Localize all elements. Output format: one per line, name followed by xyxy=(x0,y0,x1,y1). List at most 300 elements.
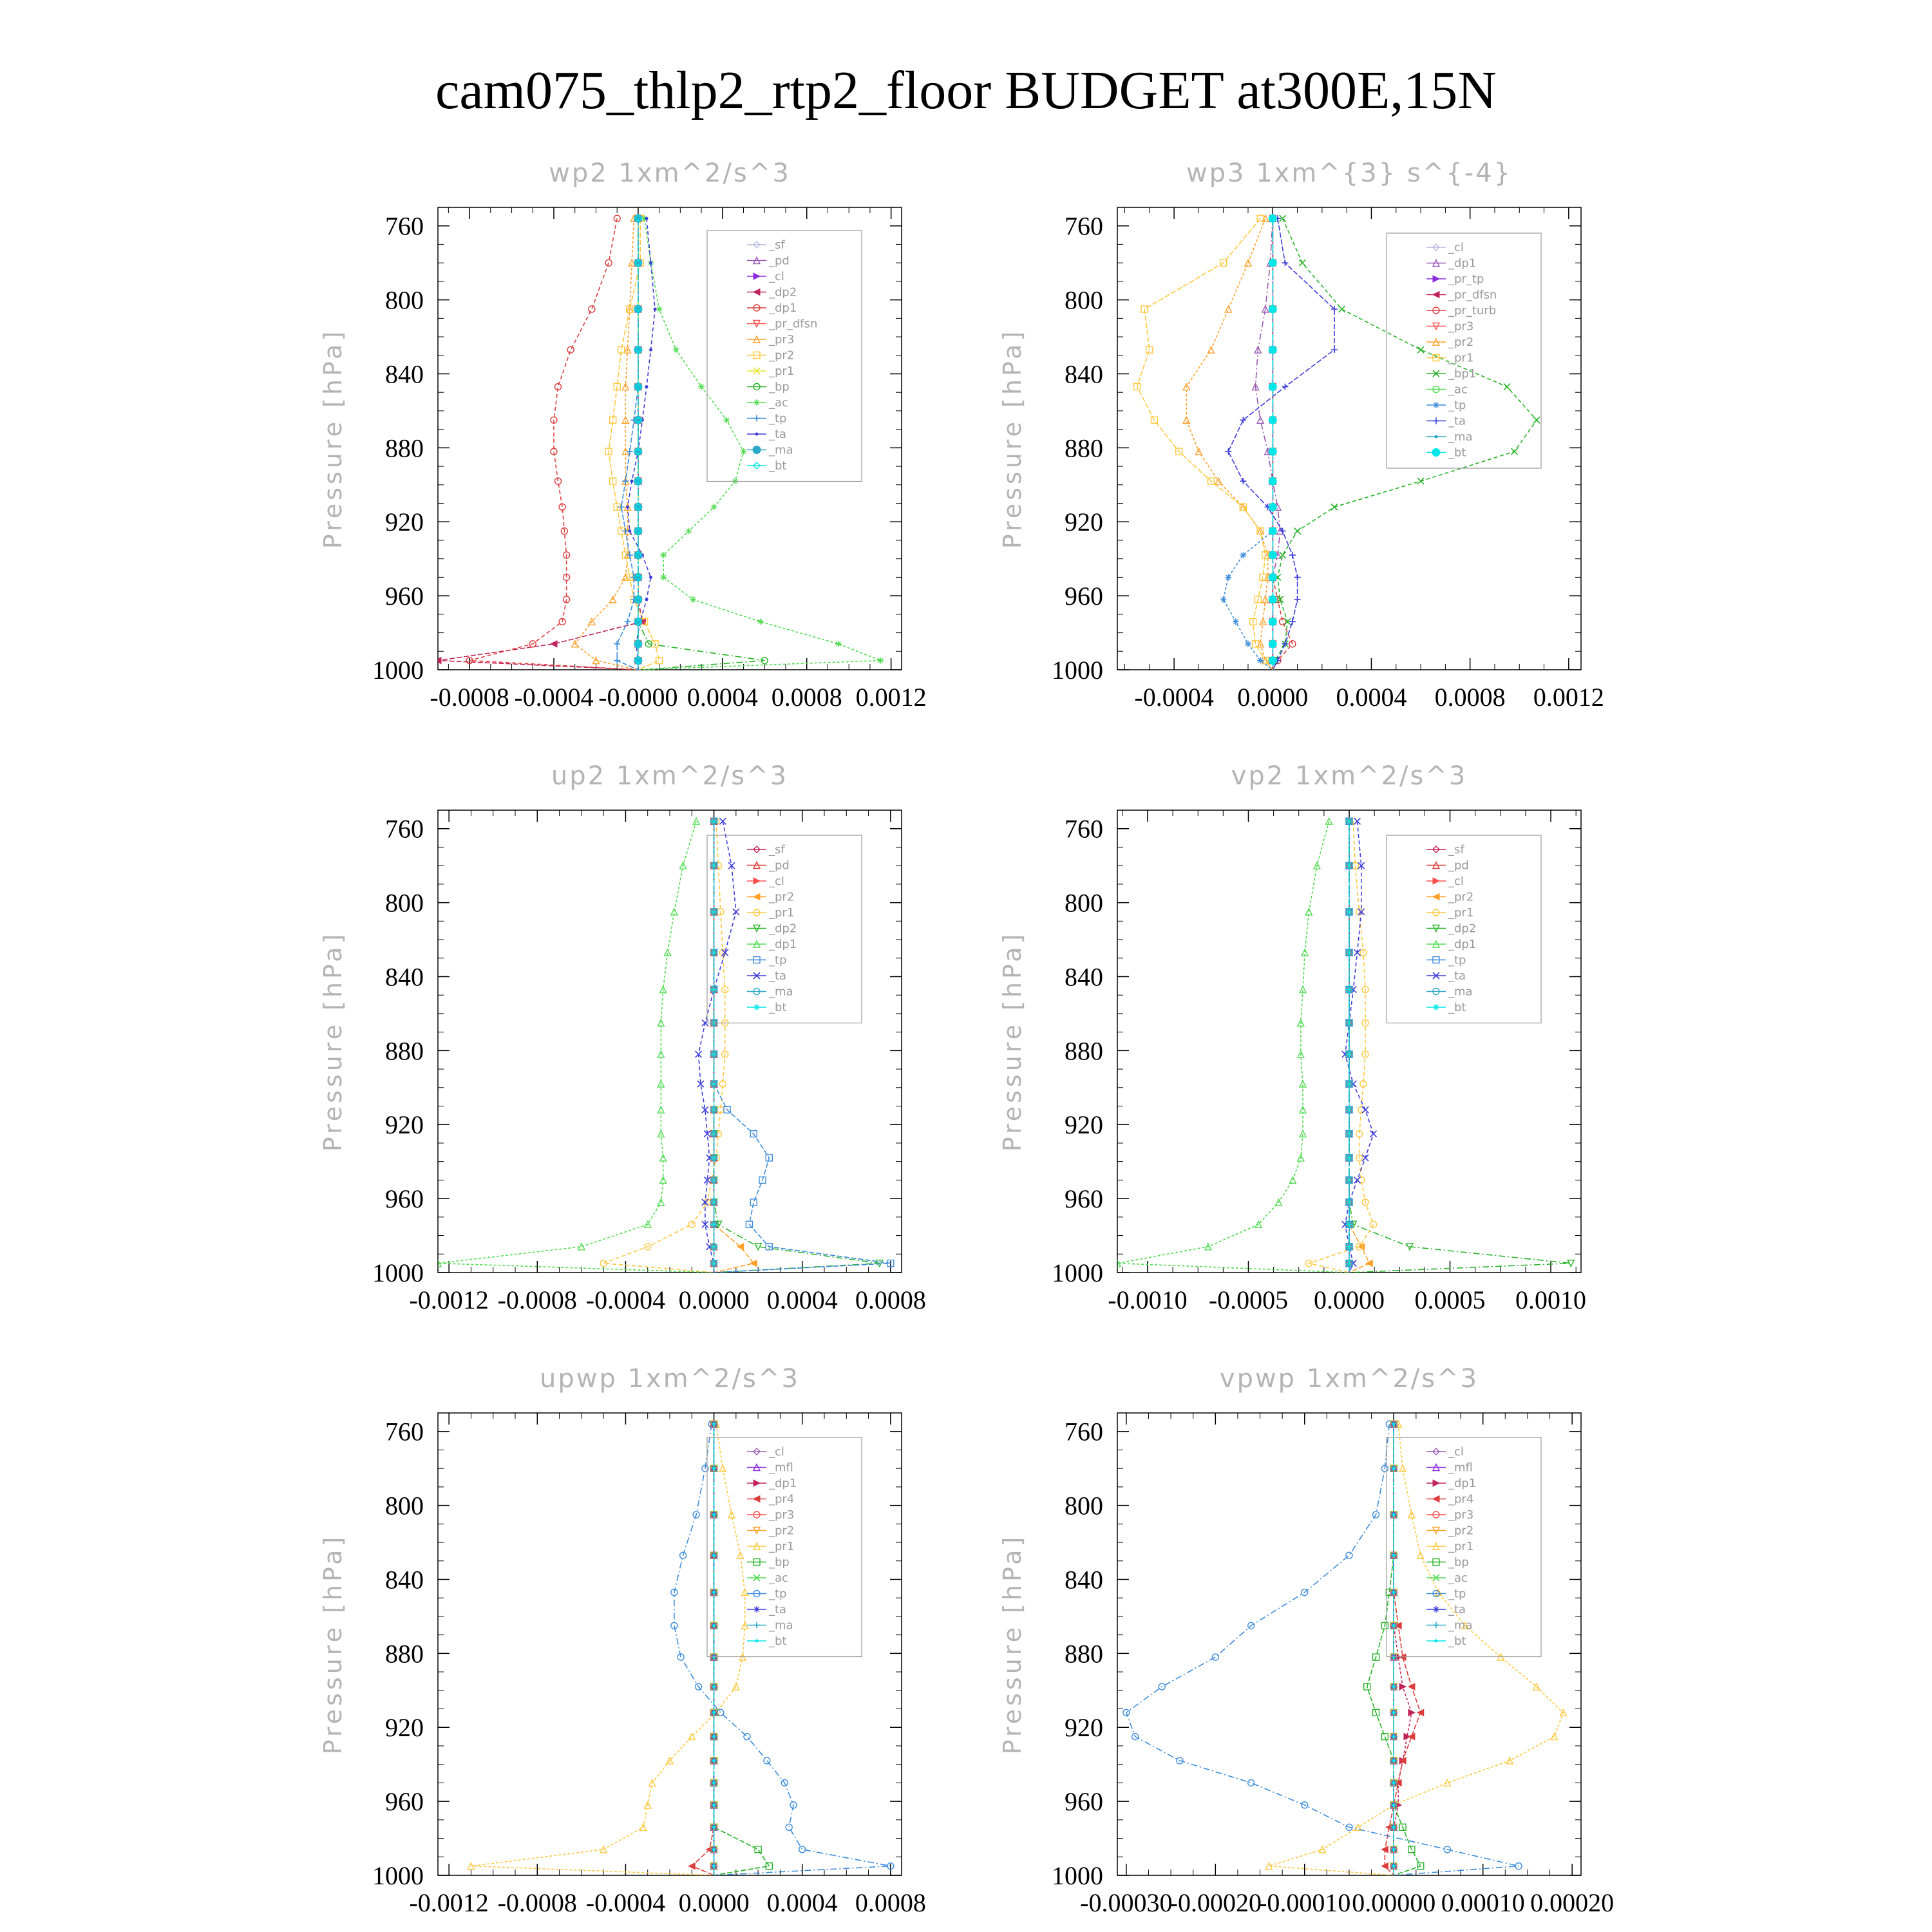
data-point_bt xyxy=(712,1656,715,1659)
data-point_bt xyxy=(1392,1554,1396,1557)
x-tick-label: 0.0004 xyxy=(687,683,758,712)
legend-marker_cl xyxy=(1433,878,1439,884)
data-point_bt xyxy=(1392,1826,1396,1829)
legend-marker_bt xyxy=(1433,1004,1439,1010)
data-point_ta xyxy=(626,506,629,509)
y-axis-label: Pressure [hPa] xyxy=(998,931,1027,1152)
data-point_bt xyxy=(712,1864,715,1868)
y-tick-label: 960 xyxy=(1065,582,1103,611)
legend-label_dp2: _dp2 xyxy=(769,922,797,936)
legend-label_pr3: _pr3 xyxy=(769,333,795,346)
data-point_pr2 xyxy=(1183,417,1189,423)
data-point_bt xyxy=(1346,987,1352,993)
data-point_bt xyxy=(711,909,717,915)
y-tick-label: 1000 xyxy=(372,1861,424,1890)
chart-panel-vpwp xyxy=(998,1364,1614,1917)
data-point_bt xyxy=(712,1467,715,1470)
legend-label_pr2: _pr2 xyxy=(769,890,795,904)
data-point_ta xyxy=(630,480,634,483)
legend-label_pr1: _pr1 xyxy=(769,906,795,920)
data-point_ta xyxy=(1225,448,1231,455)
series-line_dp2 xyxy=(1349,821,1571,1273)
x-tick-label: 0.0005 xyxy=(1414,1285,1486,1314)
legend-marker_tp xyxy=(753,415,760,422)
data-point_bt xyxy=(1392,1803,1396,1806)
legend-label_ma: _ma xyxy=(769,1618,793,1633)
data-point_tp xyxy=(1212,1654,1218,1660)
y-tick-label: 800 xyxy=(1065,888,1103,918)
legend-label_bp: _bp xyxy=(769,1555,790,1569)
legend-label_pr2: _pr2 xyxy=(1448,1524,1474,1538)
data-point_bt xyxy=(1392,1513,1396,1516)
plot-frame xyxy=(1117,207,1581,670)
data-point_bt xyxy=(1392,1735,1396,1738)
legend-label_dp1: _dp1 xyxy=(1448,938,1477,951)
data-point_pr1 xyxy=(1417,1552,1424,1558)
series-line_pr1 xyxy=(471,1424,744,1875)
legend-marker_pr2 xyxy=(753,894,760,900)
legend-marker_tp xyxy=(1433,402,1439,408)
y-tick-label: 760 xyxy=(385,211,424,241)
data-point_bp1 xyxy=(1339,306,1345,312)
data-point_dp1 xyxy=(1399,1683,1406,1690)
legend-label_tp: _tp xyxy=(769,412,787,426)
data-point_bt xyxy=(712,1423,715,1426)
data-point_bt xyxy=(711,1051,717,1057)
legend-label_pr1: _pr1 xyxy=(1448,1540,1474,1553)
series_bp xyxy=(711,1421,773,1875)
legend-label_dp1: _dp1 xyxy=(769,938,797,951)
series_dp1 xyxy=(1114,818,1349,1273)
legend-label_bt: _bt xyxy=(1448,1001,1466,1014)
panel-title: wp2 1xm^2/s^3 xyxy=(549,158,791,188)
data-point_ta xyxy=(733,909,739,915)
legend-label_pr3: _pr3 xyxy=(769,1508,795,1522)
series_pr3 xyxy=(572,215,638,670)
series_dp2 xyxy=(435,215,645,670)
legend-label_cl: _cl xyxy=(1448,1445,1464,1459)
data-point_bt xyxy=(711,1260,717,1267)
data-point_pr2 xyxy=(1366,1260,1372,1267)
y-axis-label: Pressure [hPa] xyxy=(319,1533,347,1755)
y-tick-label: 840 xyxy=(385,359,424,389)
data-point_bt xyxy=(711,1199,717,1206)
data-point_bt xyxy=(1346,1221,1352,1227)
data-point_bt xyxy=(1269,383,1276,391)
y-tick-label: 920 xyxy=(385,507,424,537)
data-point_bp1 xyxy=(1417,478,1424,484)
legend-label_bt: _bt xyxy=(769,459,787,473)
data-point_bt xyxy=(1269,305,1276,313)
y-tick-label: 880 xyxy=(1065,433,1103,463)
series_dp1 xyxy=(466,215,638,670)
data-point_pr2 xyxy=(1225,306,1231,312)
legend-marker_cl xyxy=(753,273,760,279)
y-tick-label: 960 xyxy=(385,1184,424,1214)
data-point_bt xyxy=(1346,1131,1352,1137)
x-tick-label: -0.0008 xyxy=(497,1888,577,1917)
series-line_dp2 xyxy=(438,218,643,670)
data-point_bt xyxy=(1269,259,1276,267)
series-line_tp xyxy=(1126,1424,1519,1875)
y-tick-label: 920 xyxy=(385,1713,424,1743)
data-point_dp1 xyxy=(1408,1709,1415,1716)
data-point_ta xyxy=(1282,260,1288,266)
x-tick-label: -0.0008 xyxy=(430,683,509,712)
legend-marker_dp1 xyxy=(1433,1480,1439,1486)
legend-marker_cl xyxy=(753,878,760,884)
data-point_bt xyxy=(1269,573,1276,581)
x-tick-label: 0.0008 xyxy=(1434,683,1506,712)
data-point_tp xyxy=(1346,1552,1352,1558)
data-point_tp xyxy=(717,1709,724,1716)
data-point_ac xyxy=(877,658,884,664)
data-point_bt xyxy=(711,949,717,956)
legend-label_ta: _ta xyxy=(1448,414,1466,428)
data-point_bt xyxy=(1269,551,1276,559)
legend-label_pr1: _pr1 xyxy=(1448,351,1474,365)
data-point_bt xyxy=(1346,949,1352,956)
x-tick-label: 0.0004 xyxy=(766,1285,838,1314)
legend-label_ta: _ta xyxy=(769,1603,787,1616)
data-point_ac xyxy=(685,528,692,535)
legend-label_pd: _pd xyxy=(769,858,790,873)
y-tick-label: 800 xyxy=(1065,285,1103,315)
data-point_bt xyxy=(1346,1019,1352,1026)
y-tick-label: 800 xyxy=(385,888,424,918)
data-point_bt xyxy=(712,1803,715,1806)
y-tick-label: 920 xyxy=(385,1110,424,1140)
legend-label_pr2: _pr2 xyxy=(1448,336,1474,349)
legend-label_dp1: _dp1 xyxy=(769,1477,797,1490)
data-point_bt xyxy=(1392,1864,1396,1868)
data-point_bt xyxy=(1392,1759,1396,1762)
series-line_tp xyxy=(674,1424,891,1875)
data-point_bt xyxy=(1269,527,1276,535)
data-point_tp xyxy=(614,641,620,647)
legend-label_ma: _ma xyxy=(1448,430,1473,444)
series-line_dp2 xyxy=(714,821,880,1273)
plot-frame xyxy=(438,1413,902,1875)
legend-marker_ma xyxy=(1433,1622,1439,1629)
data-point_ta xyxy=(645,217,649,220)
data-point_ta xyxy=(649,576,652,579)
legend-label_tp: _tp xyxy=(1448,1587,1466,1601)
data-point_ta xyxy=(1362,1155,1368,1161)
data-point_bt xyxy=(711,1155,717,1161)
data-point_ac xyxy=(656,306,663,312)
data-point_ta xyxy=(645,598,649,601)
data-point_ta xyxy=(1294,596,1301,603)
legend-marker_bt xyxy=(755,1640,759,1643)
data-point_pr1 xyxy=(1551,1734,1557,1740)
series_pr4 xyxy=(1381,1421,1423,1875)
data-point_bt xyxy=(1269,503,1276,511)
data-point_ta xyxy=(1354,1177,1361,1183)
data-point_bt xyxy=(1346,862,1352,869)
legend-label_pr3: _pr3 xyxy=(1448,1508,1474,1522)
y-tick-label: 760 xyxy=(1065,211,1103,241)
series_pr1 xyxy=(1134,215,1273,670)
x-tick-label: 0.0008 xyxy=(855,1888,926,1917)
legend-label_ta: _ta xyxy=(1448,1603,1466,1616)
legend-label_bp: _bp xyxy=(1448,1555,1469,1569)
legend-label_bp: _bp xyxy=(769,380,790,394)
legend-label_ac: _ac xyxy=(1448,1571,1468,1585)
data-point_bt xyxy=(1269,618,1276,625)
series-line_bp xyxy=(714,1424,770,1875)
x-tick-label: 0.0000 xyxy=(678,1888,750,1917)
legend-label_cl: _cl xyxy=(769,875,784,888)
data-point_dp2 xyxy=(551,641,557,647)
legend-label_pr_turb: _pr_turb xyxy=(1448,304,1497,317)
legend-marker_bt xyxy=(1432,449,1440,457)
y-tick-label: 840 xyxy=(385,962,424,992)
y-tick-label: 920 xyxy=(1065,507,1103,537)
legend-label_tp: _tp xyxy=(769,1587,787,1601)
panel-title: up2 1xm^2/s^3 xyxy=(551,761,789,791)
legend-label_ma: _ma xyxy=(1448,985,1473,999)
legend-label_tp: _tp xyxy=(1448,953,1466,967)
y-tick-label: 880 xyxy=(385,433,424,463)
series_pr2 xyxy=(1183,215,1273,670)
data-point_bt xyxy=(1269,477,1276,485)
chart-panel-upwp xyxy=(319,1364,926,1917)
data-point_bt xyxy=(1392,1423,1396,1426)
y-tick-label: 800 xyxy=(385,285,424,315)
panels-container xyxy=(319,158,1614,1917)
panel-title: wp3 1xm^{3} s^{-4} xyxy=(1186,158,1513,188)
data-point_bt xyxy=(712,1711,715,1714)
x-tick-label: 0.0004 xyxy=(766,1888,838,1917)
data-point_bt xyxy=(1269,416,1276,424)
x-tick-label: -0.0004 xyxy=(514,683,594,712)
legend-label_dp2: _dp2 xyxy=(1448,922,1477,936)
legend-label_bt: _bt xyxy=(1448,446,1466,460)
data-point_ta xyxy=(1240,478,1246,484)
legend-marker_dp1 xyxy=(753,1480,760,1486)
y-tick-label: 1000 xyxy=(1052,656,1103,685)
y-tick-label: 840 xyxy=(385,1565,424,1595)
y-tick-label: 840 xyxy=(1065,359,1103,389)
data-point_ac xyxy=(698,384,705,390)
data-point_bt xyxy=(712,1554,715,1557)
data-point_tp xyxy=(625,618,631,625)
data-point_bt xyxy=(1346,1260,1352,1267)
data-point_bp1 xyxy=(1417,346,1424,353)
legend-label_cl: _cl xyxy=(1448,875,1464,888)
data-point_bt xyxy=(1392,1848,1396,1851)
data-point_bt xyxy=(712,1513,715,1516)
legend-label_dp1: _dp1 xyxy=(1448,256,1477,270)
data-point_pr4 xyxy=(1417,1709,1424,1716)
data-point_tp xyxy=(1257,658,1264,664)
x-tick-label: -0.0000 xyxy=(598,683,678,712)
legend-label_ac: _ac xyxy=(1448,383,1468,397)
panel-title: vp2 1xm^2/s^3 xyxy=(1231,761,1468,791)
series_bp1 xyxy=(1272,215,1540,670)
legend-label_pd: _pd xyxy=(769,254,790,268)
legend-marker_bt xyxy=(753,1004,760,1010)
legend-label_sf: _sf xyxy=(769,238,785,252)
legend-marker_pr2 xyxy=(1433,894,1439,900)
series-line_tp xyxy=(1224,218,1273,670)
x-tick-label: -0.00010 xyxy=(1258,1888,1351,1917)
data-point_ta xyxy=(628,529,631,533)
x-tick-label: -0.0010 xyxy=(1108,1285,1188,1314)
legend-label_bp1: _bp1 xyxy=(1448,367,1477,381)
data-point_bt xyxy=(1346,818,1352,824)
data-point_bt xyxy=(712,1781,715,1785)
data-point_bt xyxy=(1346,909,1352,915)
data-point_ac xyxy=(711,504,717,510)
y-tick-label: 880 xyxy=(1065,1036,1103,1066)
data-point_pr2 xyxy=(656,658,663,664)
legend-label_pr4: _pr4 xyxy=(1448,1492,1474,1506)
legend-label_cl: _cl xyxy=(769,1445,784,1459)
legend-label_ac: _ac xyxy=(769,1571,788,1585)
chart-panel-wp2 xyxy=(319,158,927,712)
data-point_bt xyxy=(711,1244,717,1250)
data-point_ta xyxy=(649,348,652,352)
data-point_ta xyxy=(1294,574,1301,580)
legend-label_pr_tp: _pr_tp xyxy=(1448,272,1484,286)
legend-label_ac: _ac xyxy=(769,396,788,410)
legend-label_mfl: _mfl xyxy=(769,1461,793,1475)
legend-label_bt: _bt xyxy=(1448,1634,1466,1648)
legend-marker_ma xyxy=(753,446,761,454)
legend-label_mfl: _mfl xyxy=(1448,1461,1473,1475)
data-point_bt xyxy=(1392,1711,1396,1714)
data-point_bt xyxy=(1346,1106,1352,1113)
data-point_bt xyxy=(1346,1051,1352,1057)
y-tick-label: 760 xyxy=(385,1417,424,1446)
data-point_ac xyxy=(660,552,667,558)
data-point_bt xyxy=(711,1177,717,1183)
figure-title: cam075_thlp2_rtp2_floor BUDGET at300E,15N xyxy=(435,61,1497,120)
panel-title: upwp 1xm^2/s^3 xyxy=(540,1364,800,1394)
data-point_bt xyxy=(1346,1199,1352,1206)
y-axis-label: Pressure [hPa] xyxy=(998,1533,1027,1755)
x-tick-label: 0.00000 xyxy=(1352,1888,1436,1917)
data-point_ta xyxy=(1282,384,1288,390)
data-point_bt xyxy=(711,1131,717,1137)
chart-panel-wp3 xyxy=(998,158,1604,712)
data-point_tp xyxy=(618,504,625,510)
data-point_bt xyxy=(712,1685,715,1689)
x-tick-label: 0.0004 xyxy=(1336,683,1407,712)
legend-label_dp2: _dp2 xyxy=(769,285,797,299)
series_pr1 xyxy=(600,818,728,1273)
data-point_bp1 xyxy=(1299,260,1305,266)
data-point_tp xyxy=(1220,596,1227,603)
y-tick-label: 960 xyxy=(1065,1184,1103,1214)
data-point_bt xyxy=(711,862,717,869)
x-tick-label: -0.0012 xyxy=(409,1888,489,1917)
legend-label_pr2: _pr2 xyxy=(769,1524,795,1538)
data-point_ac xyxy=(690,596,696,603)
x-tick-label: 0.00020 xyxy=(1530,1888,1615,1917)
legend-marker_pr4 xyxy=(753,1496,760,1502)
x-tick-label: -0.00030 xyxy=(1080,1888,1173,1917)
data-point_bt xyxy=(1392,1591,1396,1594)
y-tick-label: 960 xyxy=(385,582,424,611)
series_dp1 xyxy=(435,818,714,1273)
data-point_ac xyxy=(660,574,667,580)
legend-label_ma: _ma xyxy=(1448,1618,1473,1633)
series-line_ac xyxy=(638,218,880,670)
chart-panel-up2 xyxy=(319,761,926,1314)
data-point_bt xyxy=(711,818,717,824)
data-point_bt xyxy=(1346,1177,1352,1183)
x-tick-label: 0.0010 xyxy=(1515,1285,1587,1314)
series-line_dp1 xyxy=(438,821,714,1273)
legend-label_bt: _bt xyxy=(769,1001,787,1014)
x-tick-label: -0.0008 xyxy=(497,1285,577,1314)
legend-marker_pr_tp xyxy=(1433,276,1439,282)
series_dp2 xyxy=(711,818,883,1273)
data-point_ta xyxy=(645,385,649,388)
y-tick-label: 920 xyxy=(1065,1713,1103,1743)
data-point_bt xyxy=(711,987,717,993)
data-point_bt xyxy=(711,1221,717,1227)
x-tick-label: 0.0000 xyxy=(678,1285,750,1314)
data-point_ta xyxy=(1362,1106,1368,1113)
data-point_bp1 xyxy=(1533,417,1540,423)
legend-label_sf: _sf xyxy=(769,843,785,857)
data-point_tp xyxy=(744,1734,750,1740)
legend-marker_pr_dfsn xyxy=(1433,292,1439,298)
data-point_tp xyxy=(614,658,620,664)
legend-marker_ta xyxy=(1433,1606,1439,1613)
x-tick-label: -0.0004 xyxy=(585,1888,666,1917)
y-tick-label: 880 xyxy=(385,1639,424,1669)
data-point_ac xyxy=(741,448,747,455)
legend-label_ta: _ta xyxy=(769,428,787,441)
data-point_bt xyxy=(1392,1467,1396,1470)
series-line_tp xyxy=(714,821,891,1273)
y-axis-label: Pressure [hPa] xyxy=(319,328,347,549)
legend-label_cl: _cl xyxy=(1448,241,1464,254)
data-point_ta xyxy=(654,307,657,310)
legend-marker_pr4 xyxy=(1433,1496,1439,1502)
y-tick-label: 840 xyxy=(1065,1565,1103,1595)
legend-label_pd: _pd xyxy=(1448,858,1469,873)
x-tick-label: 0.0000 xyxy=(1314,1285,1385,1314)
data-point_bt xyxy=(1392,1781,1396,1785)
x-tick-label: 0.0008 xyxy=(771,683,842,712)
series-line_bp1 xyxy=(1273,218,1537,670)
data-point_bt xyxy=(1346,1155,1352,1161)
x-tick-label: -0.0004 xyxy=(585,1285,666,1314)
legend-label_tp: _tp xyxy=(1448,399,1466,412)
legend-label_dp1: _dp1 xyxy=(1448,1477,1477,1490)
data-point_tp xyxy=(1233,618,1239,625)
legend-marker_ta xyxy=(1433,418,1439,424)
y-tick-label: 1000 xyxy=(372,1258,424,1287)
y-tick-label: 760 xyxy=(385,814,424,844)
y-tick-label: 800 xyxy=(385,1491,424,1520)
plot-frame xyxy=(438,810,902,1273)
series-line_pr3 xyxy=(575,218,638,670)
legend-label_pr_dfsn: _pr_dfsn xyxy=(1448,288,1497,302)
data-point_ta xyxy=(649,261,652,265)
series_ac xyxy=(638,215,884,670)
panel-title: vpwp 1xm^2/s^3 xyxy=(1219,1364,1479,1394)
y-tick-label: 800 xyxy=(1065,1491,1103,1520)
series-line_pr1 xyxy=(1137,218,1273,670)
data-point_bt xyxy=(1392,1656,1396,1659)
